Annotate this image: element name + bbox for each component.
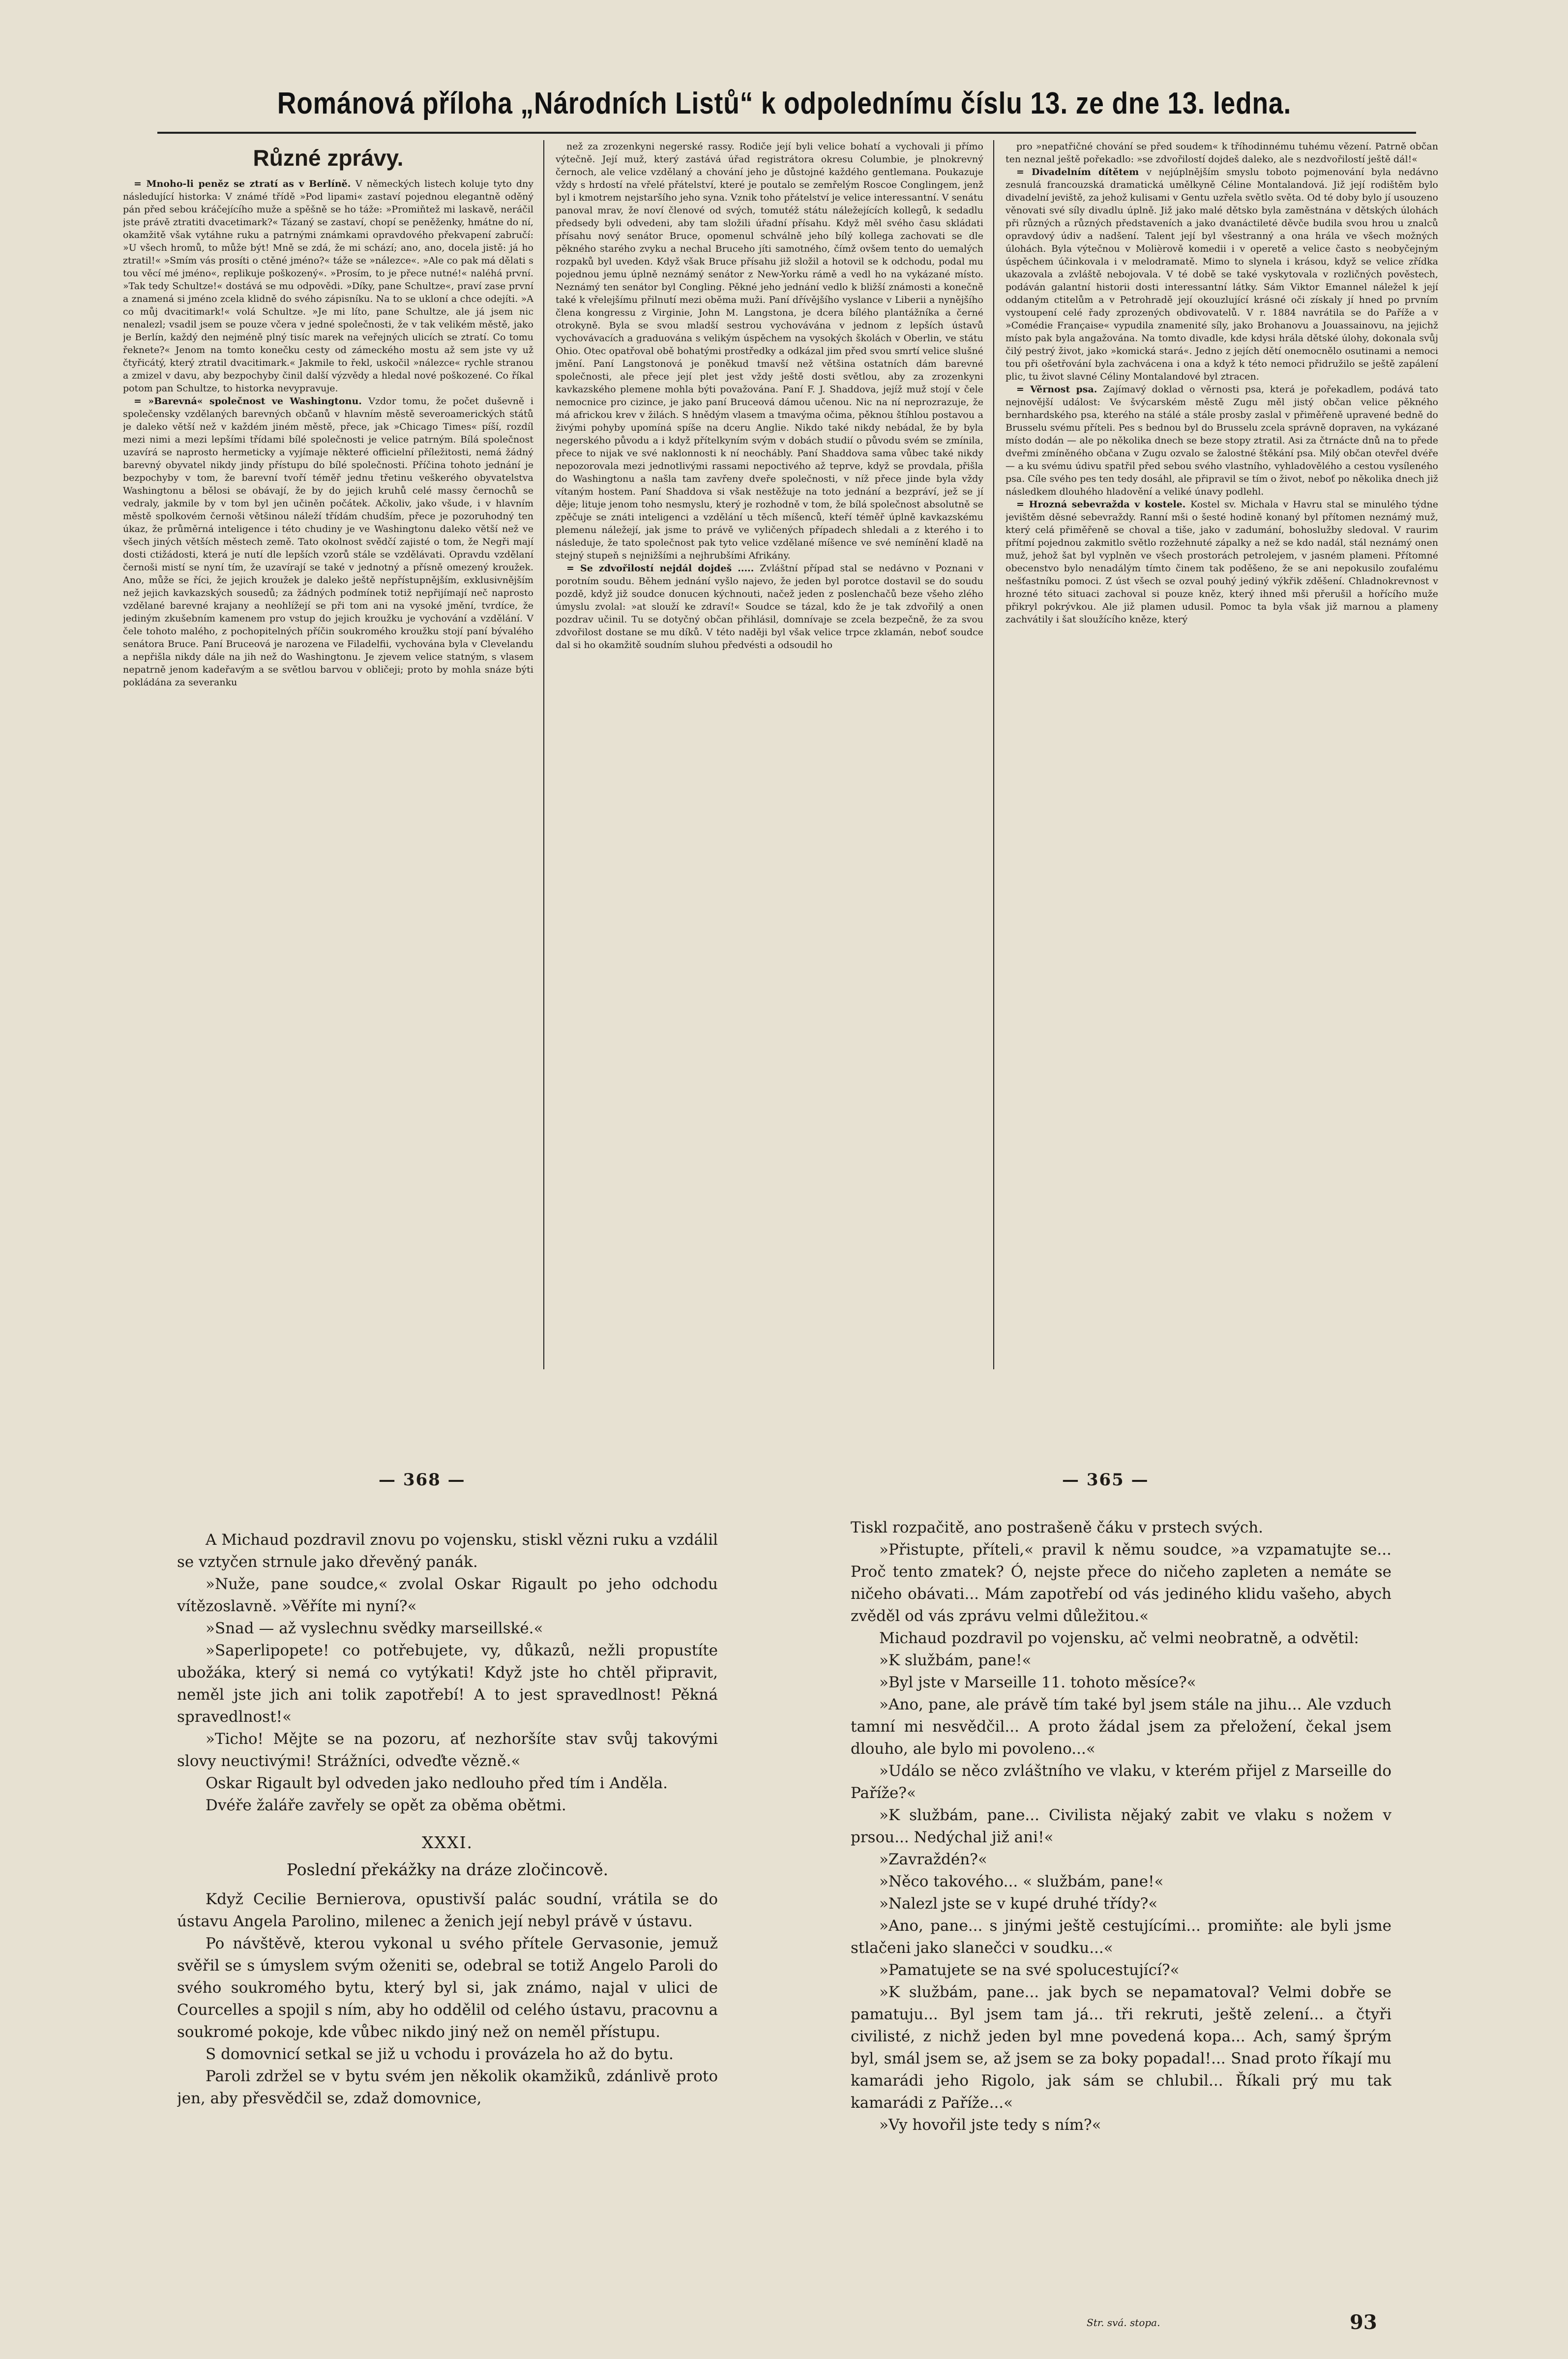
news-headline: = Věrnost psa. [1016, 384, 1103, 395]
news-body: Vzdor tomu, že počet duševně i společensky vzdělaných barevných občanů v hlavním městě severoamerických států je daleko větší než v každém jiném městě, přece, jak »Chicago Times« píší, rozdíl mezi nimi a mezi lepšími třídami bílé společnosti je velice patrným. Bílá společnost uzavírá se naprosto hermeticky a vyjímaje některé officielní příležitosti, nemá žádný barevný obyvatel nikdy jindy přístupu do bílé společnosti. Příčina tohoto jednání je bezpochyby v tom, že barevní tvoří téměř jednu třetinu veškerého obyvatelstva Washingtonu a bělosi se obávají, že by do jejich kruhů celé massy černochů se vedraly, jakmile by v tom byl jen učiněn počátek. Ačkoliv, jako všude, i v hlavním městě spolkovém černoši většinou náleží třídám chudším, přece je pozoruhodný ten úkaz, že průměrná inteligence i této chudiny je ve Washingtonu daleko větší než ve všech jiných větších městech země. Tato okolnost svědčí zajisté o tom, že Negři mají dosti ctižádosti, která je nutí dle lepších vzorů stále se vzdělávati. Opravdu vzdělaní černoši mistí se nyní tím, že uzavírají se také v jednotný a přísně omezený kroužek. Ano, může se říci, že jejich kroužek je daleko ještě nepřístupnějším, exklusivnějším než jejich kavkazských sousedů; za žádných podmínek totiž nepřijímají neč naprosto vzdělané barevné krajany a neohlížejí se při tom ani na vysoké jmění, tvrdíce, že jediným zkušebním kamenem pro vstup do jejich kroužku je vychování a vzdělání. V čele tohoto malého, z pochopitelných příčin soukromého kroužku stojí paní bývalého senátora Bruce. Paní Bruceová je narozena ve Filadelfii, vychována byla v Clevelandu a nepřišla nikdy dále na jih než do Washingtonu. Je zjevem velice statným, s vlasem nepatrně jenom kadeřavým a se světlou barvou v obličeji; proto by mohla snáze býti pokládána za severanku [123, 396, 533, 688]
novel-paragraph: »K službám, pane!« [879, 1651, 1032, 1669]
novel-paragraph: »Ano, pane, ale právě tím také byl jsem stále na jihu... Ale vzduch tamní mi nesvědčil... A proto žádal jsem za přeložení, čekal jsem dlouho, ale bylo mi povoleno...« [851, 1696, 1391, 1758]
novel-paragraph: »Něco takového... « službám, pane!« [879, 1873, 1164, 1890]
news-headline: = Se zdvořilostí nejdál dojdeš ..... [566, 563, 760, 574]
novel-paragraph: »Ticho! Mějte se na pozoru, ať nezhoršíte stav svůj takovými slovy neuctivými! Strážníci, odveďte vězně.« [177, 1730, 718, 1770]
column-divider [993, 140, 994, 1369]
novel-paragraph: »Snad — až vyslechnu svědky marseillské.« [206, 1620, 543, 1637]
novel-right-column [851, 1517, 1391, 2299]
news-headline: = Divadelním dítětem [1016, 167, 1147, 177]
novel-paragraph: »Byl jste v Marseille 11. tohoto měsíce?« [879, 1674, 1196, 1691]
page-number-left: — 368 — [379, 1470, 466, 1490]
news-body: Zvláštní případ stal se nedávno v Poznani v porotním soudu. Během jednání vyšlo najevo, že jeden byl porotce dostavil se do soudu pozdě, když již soudce donucen kýchnouti, načež jeden z poslenchačů beze všeho zlého úmyslu zvolal: »at slouží ke zdraví!« Soudce se tázal, kdo že je tak zdvořilý a onen pozdrav učinil. Tu se dotyčný občan přihlásil, domnívaje se zcela bezpečně, že za svou zdvořilost dostane se mu díků. V této naději byl však velice trpce zklamán, neboť soudce dal si ho okamžitě soudním sluhou předvésti a odsoudil ho [556, 563, 983, 650]
news-body: než za zrozenkyni negerské rassy. Rodiče její byli velice bohatí a vychovali ji přímo výtečně. Její muž, který zastává úřad registrátora okresu Columbie, je plnokrevný černoch, ale velice vzdělaný a chování jeho je důstojné každého gentlemana. Poukazuje vždy s hrdostí na vřelé přátelství, které je poutalo se zemřelým Roscoe Conglingem, jenž byl i kmotrem nejstaršího jeho syna. Vznik toho přátelství je velice interessantní. V senátu panoval mrav, že noví členové od svých, tomutéž státu náležejících kollegů, k sedadlu předsedy byli odvedeni, aby tam složili úřadní přísahu. Když měl svého času skládati přísahu nový senátor Bruce, opomenul schválně jeho bílý kollega zachovati se dle pěkného starého zvyku a nechal Bruceho jíti samotného, čímž ovšem tento do uemalých rozpaků byl uveden. Když však Bruce přísahu již složil a hotovil se k odchodu, podal mu pojednou jemu úplně neznámý senátor z New-Yorku rámě a vedl ho na vykázané místo. Neznámý ten senátor byl Congling. Pěkné jeho jednání vedlo k bližší známosti a konečně také k vřelejšímu přilnutí mezi oběma muži. Paní dřívějšího vyslance v Liberii a nynějšího člena kongressu z Virginie, John M. Langstona, je dcera bílého plantážníka a černé otrokyně. Byla se svou mladší sestrou vychovávána v jednom z lepších ústavů vychovávacích a graduována s velikým úspěchem na vysokých školách v Oberlin, ve státu Ohio. Otec opatřoval obě bohatými prostředky a odkázal jim před svou smrtí velice slušné jmění. Paní Langstonová je poněkud tmavší než většina ostatních dám barevné společnosti, ale přece její plet jest vždy ještě dosti světlou, aby za zrozenkyni kavkazského plemene mohla býti považována. Paní F. J. Shaddova, jejíž muž stojí v čele nemocnice pro cizince, je jako paní Bruceová dámou učenou. Nic na ní neprozrazuje, že má africkou krev v žilách. S hnědým vlasem a tmavýma očima, pěknou štíhlou postavou a živými pohyby upomíná spíše na dceru Anglie. Nikdo také nikdy nebádal, že by byla negerského původu a i když přítelkyním svým v dobách studií o původu svém se zmínila, přece to nijak ve své naklonnosti k ní neochábly. Paní Shaddova sama vůbec také nikdy nepozorovala mezi jednotlivými rassami nepoctivého až teprve, když se provdala, přišla do Washingtonu a našla tam zavřeny dveře společnosti, v níž přece jinde byla vždy vítaným hostem. Paní Shaddova si však nestěžuje na toto jednání a bezpráví, jež se jí děje; lituje jenom toho nesmyslu, který je rozhodně v tom, že bílá společnost absolutně se zpěčuje se znáti inteligenci a vzdělání u těch míšenců, kteří téměř úplně kavkazskému plemenu náležejí, jak jsme to právě ve vyličených případech shledali a z kterého i to následuje, že tato společnost pak tyto velice vzdělané míšence ve své nemínění kladě na stejný stupeň s nejnižšími a nejhrubšími Afrikány. [556, 141, 983, 561]
news-headline: = Mnoho-li peněz se ztratí as v Berlíně. [134, 178, 355, 189]
novel-paragraph: Paroli zdržel se v bytu svém jen několik okamžiků, zdánlivě proto jen, aby přesvědčil se, zdaž domovnice, [177, 2067, 718, 2107]
novel-paragraph: »Událo se něco zvláštního ve vlaku, v kterém přijel z Marseille do Paříže?« [851, 1762, 1391, 1802]
news-paragraph [556, 140, 983, 562]
novel-paragraph: S domovnicí setkal se již u vchodu i provázela ho až do bytu. [206, 2045, 674, 2063]
news-paragraph [556, 562, 983, 651]
news-paragraph [1006, 383, 1438, 498]
news-body: Zajímavý doklad o věrnosti psa, která je pořekadlem, podává tato nejnovější událost: Ve švýcarském městě Zugu měl jistý občan velice pěkného bernhardského psa, kterého na stálé a stále prosby zaslal v přiměřeně upravené bedně do Brusselu svému příteli. Pes s bednou byl do Brusselu zcela správně dopraven, na vykázané místo dodán — ale po několika dnech se beze stopy ztratil. Asi za čtrnácte dnů na to přede dveřmi zmíněného občana v Zugu ozvalo se žalostné štěkání psa. Milý občan otevřel dvéře — a ku svému údivu spatřil před sebou svého vlastního, vyhladovělého a cestou vysíleného psa. Cíle svého pes ten tedy dosáhl, ale připravil se tím o život, neboť po několika dnech již následkem dlouhého hladovění a veliké únavy podlehl. [1006, 384, 1438, 497]
novel-paragraph: Dvéře žaláře zavřely se opět za oběma obětmi. [206, 1797, 566, 1814]
novel-paragraph: »Přistupte, příteli,« pravil k němu soudce, »a vzpamatujte se... Proč tento zmatek? Ó, nejste přece do ničeho zapleten a nemáte se ničeho obávati... Mám zapotřebí od vás jediného klidu vašeho, abych zvěděl od vás zprávu velmi důležitou.« [851, 1541, 1391, 1625]
masthead-rule [157, 132, 1416, 134]
novel-paragraph: »Nalezl jste se v kupé druhé třídy?« [879, 1895, 1158, 1913]
news-paragraph [123, 177, 533, 395]
section-title: Různé zprávy. [253, 145, 404, 171]
novel-paragraph: Oskar Rigault byl odveden jako nedlouho před tím i Anděla. [206, 1774, 668, 1792]
novel-paragraph: »Vy hovořil jste tedy s ním?« [879, 2116, 1101, 2134]
novel-paragraph: »Ano, pane... s jinými ještě cestujícími... promiňte: ale byli jsme stlačeni jako slanečci v soudku...« [851, 1917, 1391, 1957]
news-paragraph [1006, 166, 1438, 383]
upper-column-3 [1006, 140, 1438, 1379]
news-paragraph [1006, 140, 1438, 166]
novel-paragraph: Po návštěvě, kterou vykonal u svého přítele Gervasonie, jemuž svěřil se s úmyslem svým oženiti se, odebral se totiž Angelo Paroli do svého soukromého bytu, který byl si, jak známo, najal v ulici de Courcelles a spojil s ním, aby ho oddělil od celého ústavu, pracovnu a soukromé pokoje, kde vůbec nikdo jiný než on neměl přístupu. [177, 1935, 718, 2041]
news-paragraph [123, 395, 533, 689]
sheet-number: 93 [1350, 2311, 1377, 2334]
footer-note: Str. svá. stopa. [1087, 2317, 1160, 2329]
news-body: V německých listech koluje tyto dny následující historka: V známé třídě »Pod lipami« zastaví pojednou elegantně oděný pán před sebou kráčejícího muže a spěšně se ho táže: »Promiňtež mi laskavě, neráčil jste právě ztratiti dvacetimark?« Tázaný se zastaví, chopí se peněženky, hmátne do ní, okamžitě však vytáhne ruku a patrnými známkami opravdového překvapení zabručí: »U všech hromů, to může být! Mně se zdá, že mi schází; ano, ano, docela jistě: já ho ztratil!« »Smím vás prosíti o ctěné jméno?« táže se »nálezce«. »Ale co pak má dělati s tou věcí mé jméno«, replikuje poškozený«. »Prosím, to je přece nutné!« naléhá první. »Tak tedy Schultze!« dostává se mu odpovědi. »Díky, pane Schultze«, praví zase první a znamená si jméno zcela klidně do svého zápisníku. Na to se ukloní a chce odejíti. »A co můj dvacitimark!« volá Schultze. »Je mi líto, pane Schultze, ale já jsem nic nenalezl; vsadil jsem se pouze včera v jedné společnosti, že v tak velikém městě, jako je Berlín, každý den nejméně plný tisíc marek na veřejných ulicích se ztratí. Co tomu řeknete?« Jenom na tomto konečku cesty od zámeckého mostu až sem jste vy už čtyřicátý, který ztratil dvacitimark.« Jakmile to řekl, uskočil »nálezce« rychle stranou a zmizel v davu, aby bezpochyby činil další výzvědy a hledal nové poškozené. Co říkal potom pan Schultze, to historka nevypravuje. [123, 178, 533, 394]
upper-column-2 [556, 140, 983, 1379]
news-body: pro »nepatřičné chování se před soudem« k tříhodinnému tuhému vězení. Patrně občan ten neznal ještě pořekadlo: »se zdvořilostí dojdeš daleko, ale s nezdvořilostí ještě dál!« [1006, 141, 1438, 165]
novel-paragraph: »Saperlipopete! co potřebujete, vy, důkazů, nežli propustíte ubožáka, který si nemá co vytýkati! Když jste ho chtěl připravit, neměl jste jich ani tolik zapotřebí! A to jest spravedlnost! Pěkná spravedlnost!« [177, 1642, 718, 1726]
novel-left-column [177, 1529, 718, 2296]
novel-paragraph: Michaud pozdravil po vojensku, ač velmi neobratně, a odvětil: [879, 1629, 1359, 1647]
column-divider [543, 140, 544, 1369]
novel-paragraph: »Zavraždén?« [879, 1851, 987, 1868]
novel-paragraph: »Pamatujete se na své spolucestující?« [879, 1961, 1180, 1979]
chapter-number: XXXI. [421, 1833, 473, 1852]
news-paragraph [1006, 498, 1438, 626]
novel-paragraph: »K službám, pane... jak bych se nepamatoval? Velmi dobře se pamatuju... Byl jsem tam já... tři rekruti, ještě zelení... a čtyři civilisté, z nichž jeden byl mne povedená kopa... Ach, samý šprým byl, smál jsem se, až jsem se za boky popadal!... Snad proto říkají mu kamarádi jeho Rigolo, jak sám se chlubil... Říkali prý mu tak kamarádi z Paříže...« [851, 1983, 1391, 2112]
novel-paragraph: »Nuže, pane soudce,« zvolal Oskar Rigault po jeho odchodu vítězoslavně. »Věříte mi nyní?« [177, 1575, 718, 1615]
page-number-right: — 365 — [1062, 1470, 1149, 1490]
news-body: v nejúplnějším smyslu toboto pojmenování byla nedávno zesnulá francouzská dramatická umělkyně Céline Montalandová. Již její rodištěm bylo divadelní jeviště, za jehož kulisami v Gentu uzřela světlo světa. Od té doby bylo jí usouzeno věnovati své síly divadlu úplně. Již jako malé dětsko byla zaměstnána v dětských úlohách při různých a různých představeních a jako dvanáctileté děvče budila svou hrou u znalců opravdový údiv a nadšení. Talent její byl všestranný a ona hrála ve všech možných úlohách. Byla výtečnou v Molièrově komedii i v operetě a velice často s neobyčejným úspěchem účinkovala i v melodramatě. Mimo to slynela i krásou, když se velice zřídka ukazovala a zvláště nebojovala. V té době se také vyskytovala v rozličných pověstech, podáván galantní historii dosti interessantní látky. Sám Viktor Emannel náležel k její oddaným ctitelům a v Petrohradě její okouzlující krásné oči získaly jí hned po prvním vystoupení celé řady zprozených obdivovatelů. V r. 1884 navrátila se do Paříže a v »Comédie Française« vypudila znamenité síly, jako Brohanovu a Jouassainovu, na jejichž místo pak byla angažována. Na tomto divadle, kde kdysi hrála dětské úlohy, dokonala svůj čilý pestrý život, jako »komická stará«. Jedno z jejích dětí onemocnělo osutinami a nemoci tou při ošetřování byla zachvácena i ona a když k této nemoci přidružilo se ještě zapálení plic, tu život slavné Céliny Montalandové byl ztracen. [1006, 167, 1438, 382]
upper-column-1 [123, 140, 533, 1379]
news-headline: = Hrozná sebevražda v kostele. [1016, 499, 1191, 510]
news-body: Kostel sv. Michala v Havru stal se minulého týdne jevištěm děsné sebevraždy. Ranní mši o šesté hodině konaný byl přítomen neznámý muž, který celá přiměřeně se choval a tiše, jako v zadumání, bohoslužby sledoval. V raurim přítmí pojednou zakmitlo světlo rozžehnuté zápalky a než se kdo nadál, stál neznámý onen muž, jehož šat byl vyplněn ve všech prostorách petrolejem, v jasném plameni. Přítomné obecenstvo bylo nenadálým tímto činem tak poděšeno, že se ani nepokusilo zoufalému nešťastníku pomoci. Z úst všech se ozval pouhý jediný výkřik zděšení. Chladnokrevnost v hrozné této situaci zachoval si pouze kněz, který ihned mši přerušil a hořícího muže přikryl pokrývkou. Ale již plamen udusil. Pomoc ta byla však již marnou a plameny zachvátily i šat sloužícího kněze, který [1006, 499, 1438, 625]
novel-paragraph: A Michaud pozdravil znovu po vojensku, stiskl vězni ruku a vzdálil se vztyčen strnule jako dřevěný panák. [177, 1531, 718, 1571]
masthead: Románová příloha „Národních Listů“ k odpolednímu číslu 13. ze dne 13. ledna. [277, 87, 1292, 120]
novel-paragraph: »K službám, pane... Civilista nějaký zabit ve vlaku s nožem v prsou... Nedýchal již ani!« [851, 1806, 1391, 1846]
chapter-title: Poslední překážky na dráze zločincově. [286, 1860, 609, 1879]
novel-paragraph: Když Cecilie Bernierova, opustivší palác soudní, vrátila se do ústavu Angela Parolino, milenec a ženich její nebyl právě v ústavu. [177, 1890, 718, 1930]
novel-paragraph: Tiskl rozpačitě, ano postrašeně čáku v prstech svých. [851, 1519, 1264, 1536]
news-headline: = »Barevná« společnost ve Washingtonu. [134, 396, 369, 407]
